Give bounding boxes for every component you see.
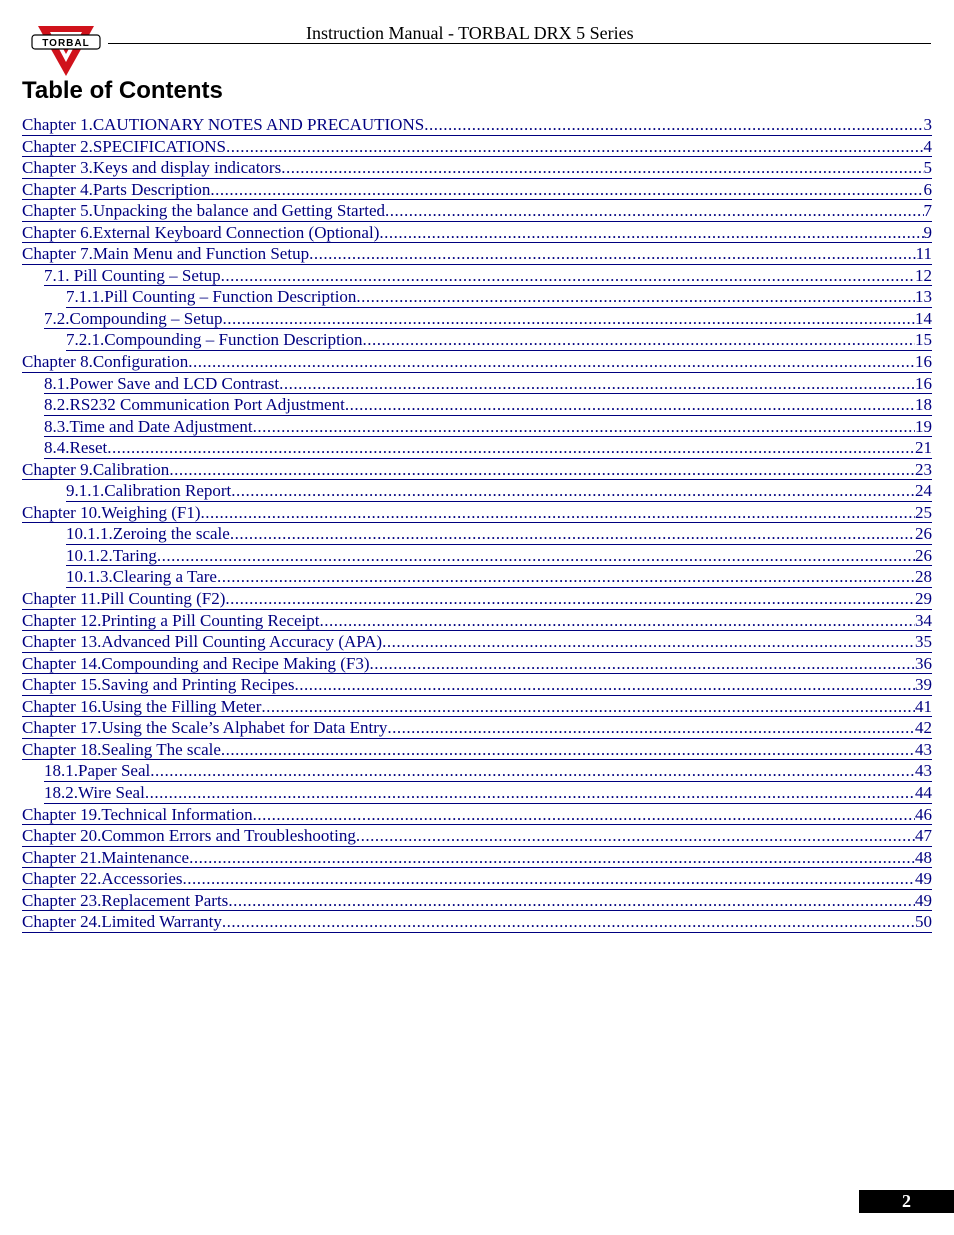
- toc-entry-page: 11: [915, 244, 932, 264]
- toc-dot-leader: [387, 717, 915, 739]
- toc-entry[interactable]: [66, 523, 932, 545]
- toc-entry-page: 35: [915, 632, 932, 652]
- toc-entry-title: Chapter 7.Main Menu and Function Setup: [22, 244, 310, 264]
- toc-entry[interactable]: [66, 480, 932, 502]
- toc-dot-leader: [424, 114, 923, 136]
- toc-dot-leader: [294, 674, 915, 696]
- toc-dot-leader: [279, 373, 915, 395]
- toc-entry-title: 8.4.Reset: [44, 438, 108, 458]
- toc-entry-title: Chapter 15.Saving and Printing Recipes: [22, 675, 295, 695]
- toc-dot-leader: [385, 200, 923, 222]
- toc-dot-leader: [228, 890, 915, 912]
- toc-dot-leader: [157, 545, 915, 567]
- toc-entry-page: 34: [915, 610, 932, 630]
- toc-entry-title: 10.1.1.Zeroing the scale: [66, 524, 230, 544]
- toc-entry-title: Chapter 16.Using the Filling Meter: [22, 696, 262, 716]
- toc-entry-page: 19: [915, 416, 932, 436]
- toc-entry[interactable]: [44, 416, 932, 438]
- toc-dot-leader: [345, 394, 915, 416]
- toc-entry[interactable]: [44, 760, 932, 782]
- toc-entry[interactable]: [22, 243, 932, 265]
- toc-entry[interactable]: [22, 200, 932, 222]
- toc-entry-title: Chapter 14.Compounding and Recipe Making (F3): [22, 653, 370, 673]
- toc-entry-title: Chapter 4.Parts Description: [22, 179, 211, 199]
- toc-entry-title: Chapter 19.Technical Information: [22, 804, 253, 824]
- toc-entry-title: Chapter 24.Limited Warranty: [22, 912, 222, 932]
- toc-entry-page: 28: [915, 567, 932, 587]
- toc-entry-page: 5: [923, 158, 932, 178]
- toc-dot-leader: [145, 782, 915, 804]
- page-header: [0, 0, 954, 80]
- toc-entry[interactable]: [22, 717, 932, 739]
- toc-entry-title: Chapter 6.External Keyboard Connection (Optional): [22, 222, 380, 242]
- toc-entry[interactable]: [22, 631, 932, 653]
- toc-entry-page: 44: [915, 782, 932, 802]
- toc-entry-page: 46: [915, 804, 932, 824]
- toc-dot-leader: [217, 566, 915, 588]
- toc-dot-leader: [222, 911, 915, 933]
- toc-entry-title: Chapter 20.Common Errors and Troubleshooting: [22, 826, 356, 846]
- toc-dot-leader: [281, 157, 923, 179]
- toc-entry-page: 14: [915, 308, 932, 328]
- toc-dot-leader: [223, 308, 915, 330]
- toc-entry[interactable]: [22, 696, 932, 718]
- toc-entry[interactable]: [22, 222, 932, 244]
- toc-entry[interactable]: [22, 847, 932, 869]
- toc-entry-page: 16: [915, 373, 932, 393]
- toc-entry-page: 43: [915, 739, 932, 759]
- toc-entry-page: 36: [915, 653, 932, 673]
- toc-entry[interactable]: [66, 566, 932, 588]
- toc-entry-page: 6: [923, 179, 932, 199]
- toc-entry[interactable]: [22, 502, 932, 524]
- toc-entry-page: 49: [915, 890, 932, 910]
- toc-entry-page: 15: [915, 330, 932, 350]
- toc-entry-page: 43: [915, 761, 932, 781]
- toc-entry-page: 13: [915, 287, 932, 307]
- toc-entry[interactable]: [22, 825, 932, 847]
- toc-entry-page: 50: [915, 912, 932, 932]
- toc-entry-page: 24: [915, 481, 932, 501]
- toc-entry[interactable]: [22, 351, 932, 373]
- toc-entry-page: 23: [915, 459, 932, 479]
- toc-entry-title: 7.1.1.Pill Counting – Function Description: [66, 287, 357, 307]
- toc-entry-title: Chapter 1.CAUTIONARY NOTES AND PRECAUTIONS: [22, 115, 425, 134]
- toc-entry-page: 12: [915, 265, 932, 285]
- toc-entry-page: 25: [915, 502, 932, 522]
- toc-entry[interactable]: [44, 437, 932, 459]
- toc-entry-page: 29: [915, 589, 932, 609]
- toc-dot-leader: [188, 351, 915, 373]
- toc-dot-leader: [356, 286, 915, 308]
- toc-entry[interactable]: [22, 890, 932, 912]
- toc-entry-page: 41: [915, 696, 932, 716]
- toc-entry-title: 8.3.Time and Date Adjustment: [44, 416, 253, 436]
- logo-text: TORBAL: [42, 38, 90, 49]
- toc-entry-title: Chapter 8.Configuration: [22, 352, 189, 372]
- toc-entry-title: Chapter 17.Using the Scale’s Alphabet for Data Entry: [22, 718, 388, 738]
- toc-entry-page: 39: [915, 675, 932, 695]
- toc-entry-page: 26: [915, 524, 932, 544]
- toc-entry[interactable]: [66, 286, 932, 308]
- toc-entry-title: 7.2.Compounding – Setup: [44, 308, 223, 328]
- toc-entry-title: Chapter 18.Sealing The scale: [22, 739, 221, 759]
- toc-dot-leader: [309, 243, 916, 265]
- toc-dot-leader: [183, 868, 915, 890]
- toc-entry-title: Chapter 5.Unpacking the balance and Getting Started: [22, 201, 386, 221]
- toc-entry-title: Chapter 21.Maintenance: [22, 847, 190, 867]
- toc-entry[interactable]: [66, 545, 932, 567]
- toc-dot-leader: [370, 653, 915, 675]
- torbal-logo: [30, 22, 102, 78]
- toc-dot-leader: [319, 610, 915, 632]
- toc-entry-title: 9.1.1.Calibration Report: [66, 481, 232, 501]
- toc-entry[interactable]: [22, 653, 932, 675]
- toc-entry[interactable]: [44, 394, 932, 416]
- toc-entry[interactable]: [22, 136, 932, 158]
- table-of-contents: [22, 114, 932, 933]
- toc-entry-page: 21: [915, 438, 932, 458]
- toc-dot-leader: [363, 329, 915, 351]
- toc-dot-leader: [253, 416, 915, 438]
- toc-entry-title: 8.2.RS232 Communication Port Adjustment: [44, 395, 345, 415]
- header-title: Instruction Manual - TORBAL DRX 5 Series: [306, 23, 634, 43]
- toc-entry-page: 7: [923, 201, 932, 221]
- toc-dot-leader: [226, 136, 923, 158]
- toc-entry-title: 18.2.Wire Seal: [44, 782, 145, 802]
- toc-entry[interactable]: [22, 674, 932, 696]
- toc-entry-title: Chapter 3.Keys and display indicators: [22, 158, 282, 178]
- toc-dot-leader: [221, 265, 915, 287]
- toc-entry-title: 7.2.1.Compounding – Function Description: [66, 330, 363, 350]
- toc-entry[interactable]: [22, 868, 932, 890]
- toc-dot-leader: [221, 739, 915, 761]
- toc-entry-page: 4: [923, 136, 932, 156]
- toc-dot-leader: [253, 804, 915, 826]
- toc-dot-leader: [382, 631, 915, 653]
- toc-entry[interactable]: [22, 911, 932, 933]
- toc-entry[interactable]: [22, 739, 932, 761]
- toc-entry-page: 18: [915, 395, 932, 415]
- toc-dot-leader: [107, 437, 915, 459]
- toc-entry[interactable]: [22, 804, 932, 826]
- page-number: 2: [859, 1190, 954, 1213]
- toc-dot-leader: [261, 696, 915, 718]
- toc-entry-title: 7.1. Pill Counting – Setup: [44, 265, 221, 285]
- toc-entry[interactable]: [66, 329, 932, 351]
- toc-entry-page: 48: [915, 847, 932, 867]
- toc-entry[interactable]: [22, 157, 932, 179]
- toc-entry-page: 16: [915, 352, 932, 372]
- page-title: Table of Contents: [22, 77, 223, 104]
- toc-entry-title: 8.1.Power Save and LCD Contrast: [44, 373, 280, 393]
- toc-dot-leader: [225, 588, 915, 610]
- toc-entry-title: Chapter 9.Calibration: [22, 459, 170, 479]
- toc-entry-page: 42: [915, 718, 932, 738]
- toc-dot-leader: [231, 480, 915, 502]
- toc-entry[interactable]: [22, 179, 932, 201]
- toc-dot-leader: [169, 459, 915, 481]
- toc-entry[interactable]: [22, 610, 932, 632]
- toc-entry-page: 9: [923, 222, 932, 242]
- toc-dot-leader: [210, 179, 923, 201]
- toc-entry[interactable]: [22, 459, 932, 481]
- toc-dot-leader: [189, 847, 915, 869]
- toc-dot-leader: [356, 825, 915, 847]
- toc-entry[interactable]: [44, 782, 932, 804]
- toc-entry[interactable]: [44, 265, 932, 287]
- toc-entry-page: 47: [915, 826, 932, 846]
- toc-entry-title: Chapter 23.Replacement Parts: [22, 890, 229, 910]
- header-divider: [108, 43, 931, 44]
- toc-entry-title: Chapter 10.Weighing (F1): [22, 502, 201, 522]
- toc-entry-title: 10.1.3.Clearing a Tare: [66, 567, 217, 587]
- toc-entry[interactable]: [44, 373, 932, 395]
- toc-entry[interactable]: [22, 114, 932, 136]
- toc-dot-leader: [230, 523, 915, 545]
- toc-entry-title: Chapter 13.Advanced Pill Counting Accuracy (APA): [22, 632, 383, 652]
- toc-entry-title: Chapter 11.Pill Counting (F2): [22, 589, 226, 609]
- toc-entry-title: Chapter 22.Accessories: [22, 869, 183, 889]
- toc-dot-leader: [201, 502, 915, 524]
- toc-entry-title: Chapter 12.Printing a Pill Counting Receipt: [22, 610, 320, 630]
- toc-entry[interactable]: [44, 308, 932, 330]
- toc-dot-leader: [150, 760, 915, 782]
- toc-entry-page: 26: [915, 545, 932, 565]
- toc-entry-title: 18.1.Paper Seal: [44, 761, 151, 781]
- toc-entry-page: 49: [915, 869, 932, 889]
- toc-dot-leader: [379, 222, 923, 244]
- toc-entry-title: 10.1.2.Taring: [66, 545, 157, 565]
- toc-entry[interactable]: [22, 588, 932, 610]
- toc-entry-title: Chapter 2.SPECIFICATIONS: [22, 136, 227, 156]
- toc-entry-page: 3: [923, 115, 932, 134]
